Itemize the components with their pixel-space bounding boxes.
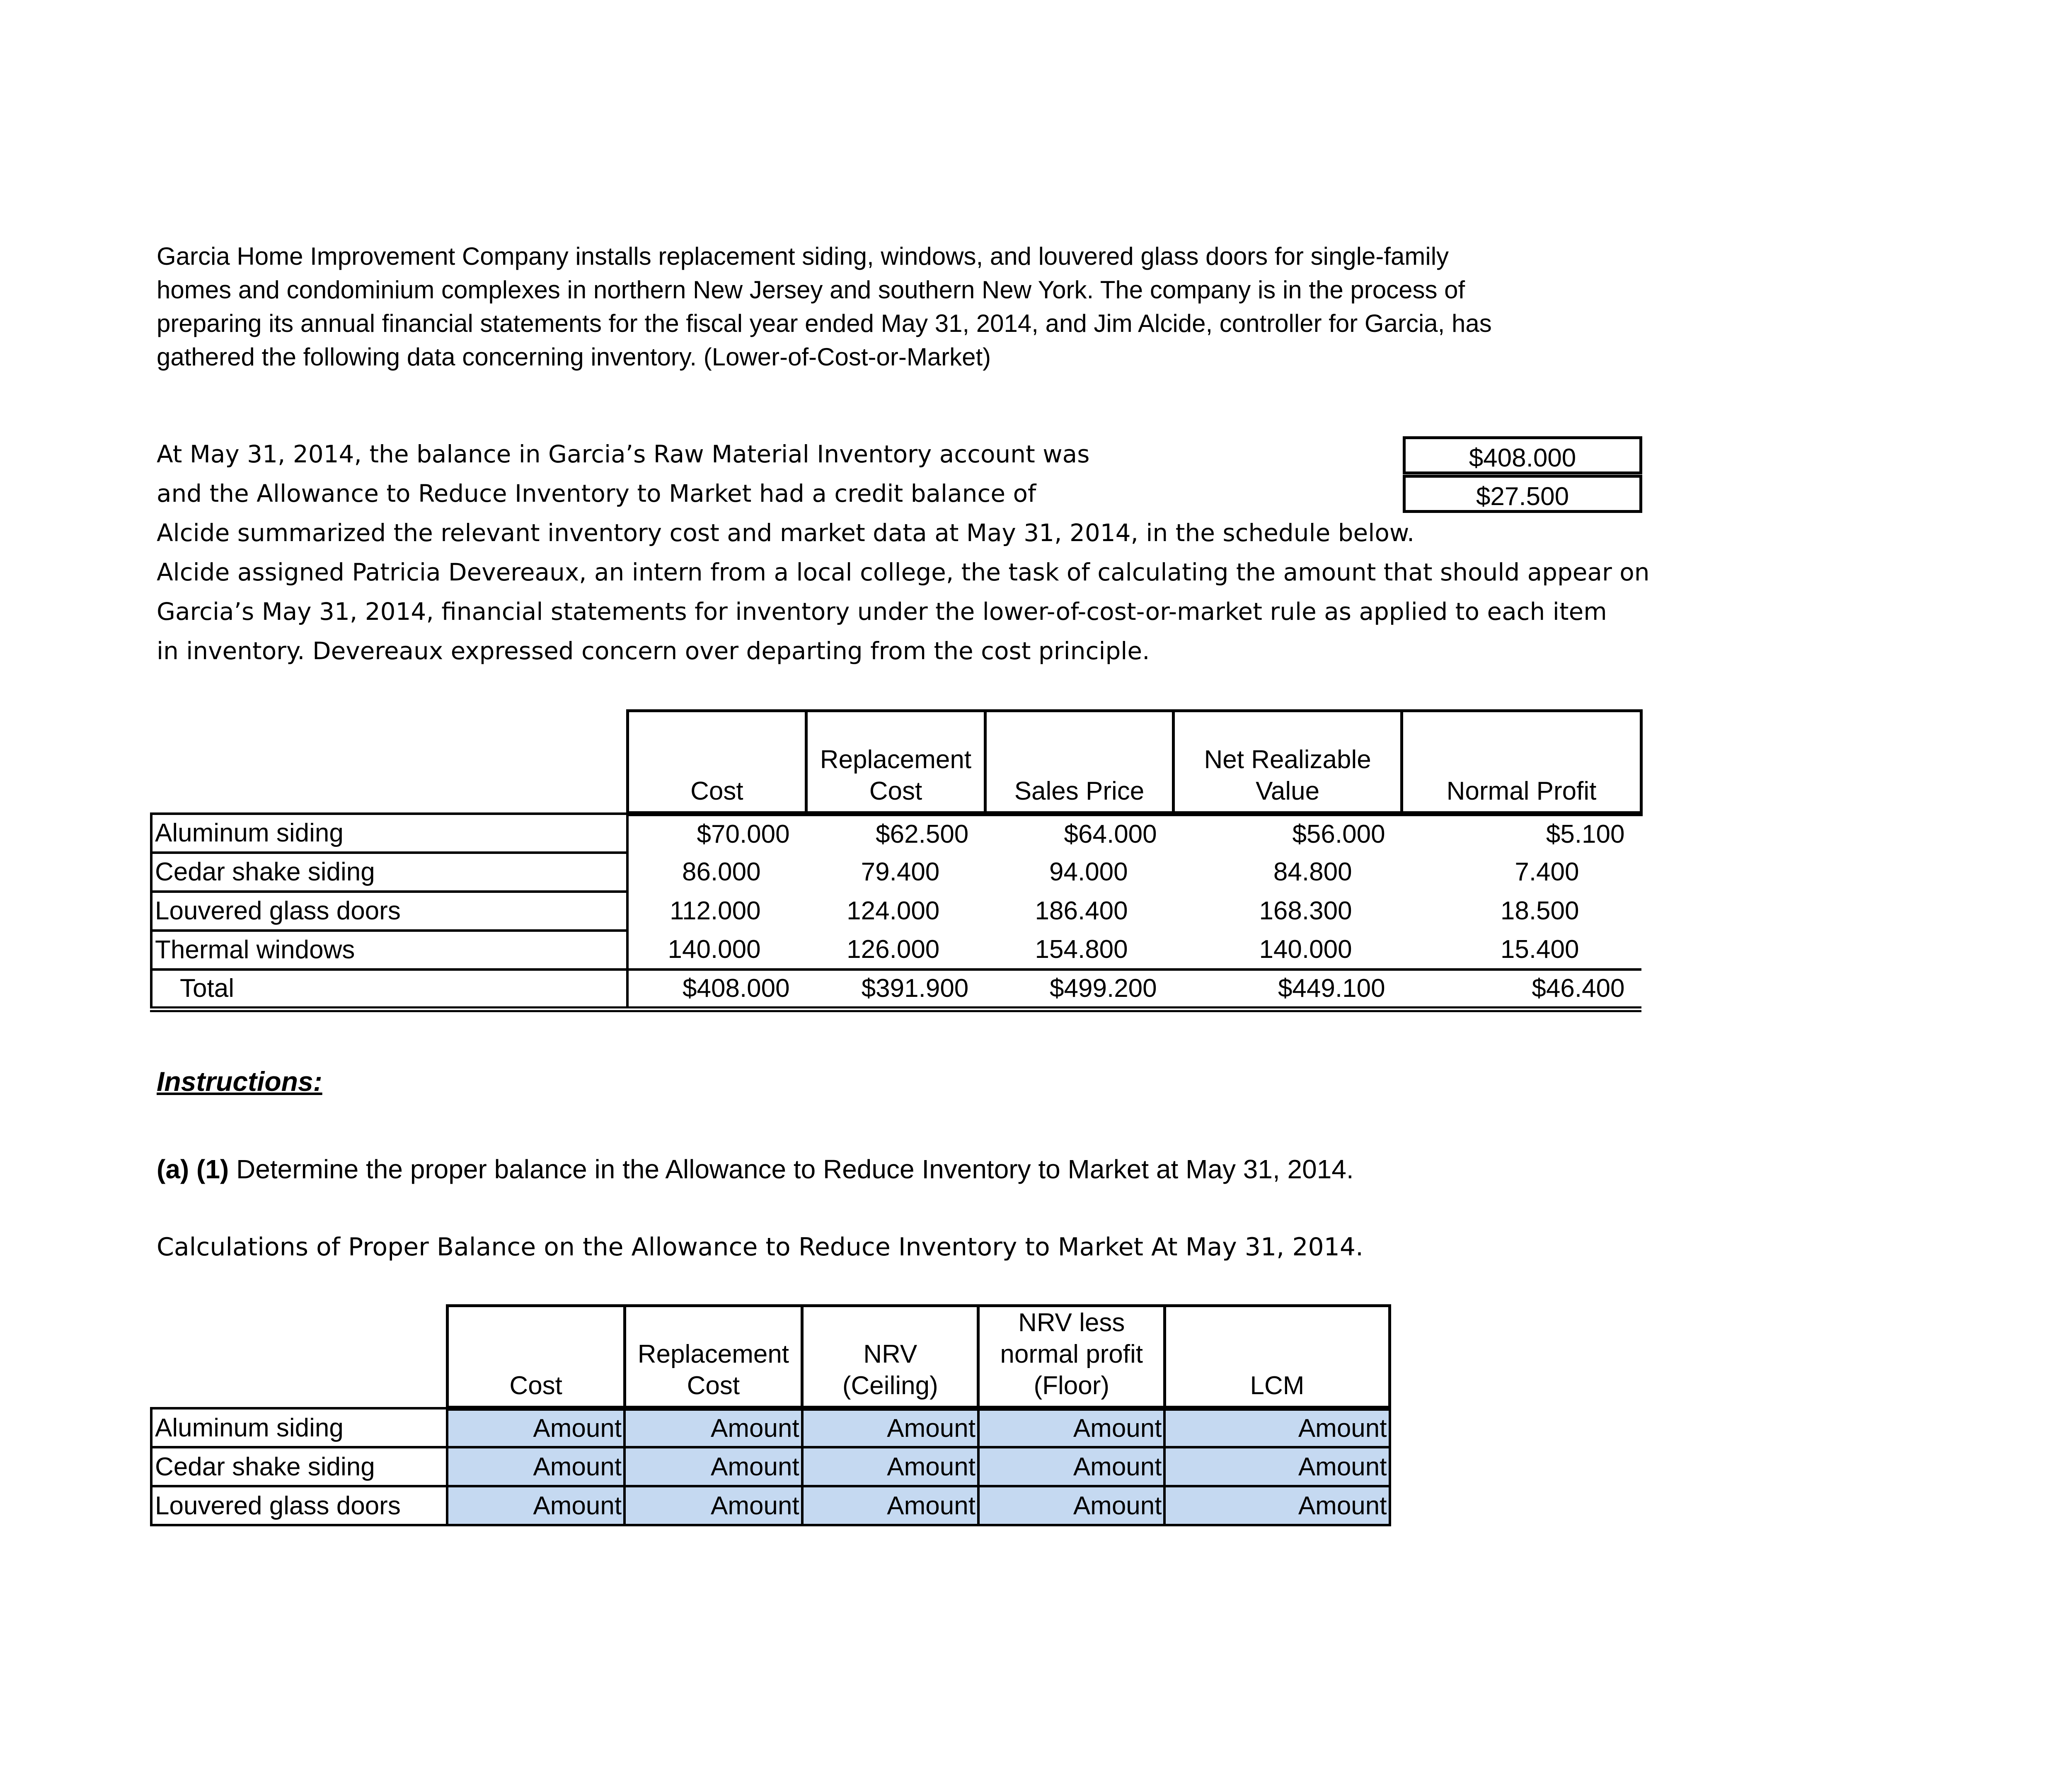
calc-title: Calculations of Proper Balance on the Allowance to Reduce Inventory to Market At May 31, 2014. xyxy=(157,1233,1364,1262)
amount-input[interactable]: Amount xyxy=(447,1447,625,1486)
schedule-header-cost: Cost xyxy=(627,711,806,814)
calc-header-cost xyxy=(447,1306,625,1409)
cell-value: 15.400 xyxy=(1500,935,1579,964)
cell-value: 94.000 xyxy=(1049,858,1128,886)
raw-material-balance-box: $408.000 xyxy=(1403,436,1642,474)
header-line: LCM xyxy=(1250,1371,1305,1400)
amount-input[interactable]: Amount xyxy=(1164,1486,1389,1525)
row-label: Cedar shake siding xyxy=(151,1447,447,1486)
schedule-header-replacement-cost: Replacement Cost xyxy=(806,711,985,814)
cell-value: $62.500 xyxy=(876,820,969,849)
intern-line-3: in inventory. Devereaux expressed concern over departing from the cost principle. xyxy=(157,637,1150,665)
allowance-line: and the Allowance to Reduce Inventory to Market had a credit balance of xyxy=(157,479,1036,508)
row-label: Louvered glass doors xyxy=(151,892,627,931)
cell-value: $64.000 xyxy=(1064,820,1157,849)
table-row xyxy=(151,931,1641,969)
schedule-header-nrv: Net Realizable Value xyxy=(1174,711,1402,814)
calc-header-nrv-floor xyxy=(978,1306,1165,1409)
header-line: NRV less xyxy=(1018,1308,1125,1337)
intro-line: Garcia Home Improvement Company installs replacement siding, windows, and louvered glass doors for single-family xyxy=(157,242,1449,270)
table-row xyxy=(151,1408,1390,1447)
amount-input[interactable]: Amount xyxy=(447,1486,625,1525)
table-row xyxy=(151,853,1641,892)
intro-paragraph xyxy=(157,239,1665,374)
amount-input[interactable]: Amount xyxy=(447,1408,625,1447)
row-label: Cedar shake siding xyxy=(151,853,627,892)
table-row xyxy=(151,1486,1390,1525)
cell-value: 18.500 xyxy=(1500,897,1579,925)
intern-line: Alcide assigned Patricia Devereaux, an intern from a local college, the task of calculating the amount that should appear on xyxy=(157,558,1650,586)
schedule-header-sales-price: Sales Price xyxy=(985,711,1173,814)
total-value: $391.900 xyxy=(861,974,969,1003)
allowance-balance-box: $27.500 xyxy=(1403,475,1642,513)
total-value: $499.200 xyxy=(1050,974,1157,1003)
header-line: Replacement xyxy=(637,1340,789,1368)
table-row xyxy=(151,814,1641,853)
amount-input[interactable]: Amount xyxy=(625,1447,802,1486)
amount-input[interactable]: Amount xyxy=(1164,1447,1389,1486)
calc-header-lcm xyxy=(1164,1306,1389,1409)
cell-value: 124.000 xyxy=(847,897,940,925)
row-label: Louvered glass doors xyxy=(151,1486,447,1525)
calc-header-nrv-ceiling xyxy=(802,1306,978,1409)
total-row xyxy=(151,969,1641,1009)
cell-value: 112.000 xyxy=(670,897,761,925)
cell-value: 79.400 xyxy=(861,858,940,886)
schedule-header-normal-profit: Normal Profit xyxy=(1402,711,1641,814)
amount-input[interactable]: Amount xyxy=(978,1447,1165,1486)
cell-value: 86.000 xyxy=(682,858,761,886)
table-row xyxy=(151,1447,1390,1486)
amount-input[interactable]: Amount xyxy=(978,1486,1165,1525)
cell-value: 7.400 xyxy=(1515,858,1579,886)
amount-input[interactable]: Amount xyxy=(802,1486,978,1525)
amount-input[interactable]: Amount xyxy=(1164,1408,1389,1447)
header-line: normal profit xyxy=(1000,1340,1143,1368)
row-label: Aluminum siding xyxy=(151,814,627,853)
intern-line-2: Garcia’s May 31, 2014, financial statements for inventory under the lower-of-cost-or-market rule as applied to each item xyxy=(157,597,1607,626)
cell-value: $70.000 xyxy=(697,820,790,849)
question-a1 xyxy=(157,1154,1354,1185)
header-line: (Ceiling) xyxy=(842,1371,938,1400)
schedule-corner xyxy=(151,711,627,814)
intro-line: preparing its annual financial statements for the fiscal year ended May 31, 2014, and Jim Alcide, controller for Garcia, has xyxy=(157,309,1492,337)
summary-line: Alcide summarized the relevant inventory cost and market data at May 31, 2014, in the schedule below. xyxy=(157,519,1415,547)
cell-value: 140.000 xyxy=(1259,935,1352,964)
table-row xyxy=(151,892,1641,931)
row-label: Thermal windows xyxy=(151,931,627,969)
intro-line: homes and condominium complexes in northern New Jersey and southern New York. The company is in the process of xyxy=(157,276,1465,304)
calc-header-replacement-cost xyxy=(625,1306,802,1409)
question-label: (a) (1) xyxy=(157,1154,229,1184)
question-text: Determine the proper balance in the Allowance to Reduce Inventory to Market at May 31, 2014. xyxy=(236,1154,1354,1184)
amount-input[interactable]: Amount xyxy=(802,1408,978,1447)
amount-input[interactable]: Amount xyxy=(625,1486,802,1525)
inventory-schedule-table xyxy=(150,709,1643,1012)
intro-line: gathered the following data concerning inventory. (Lower-of-Cost-or-Market) xyxy=(157,343,991,371)
instructions-heading: Instructions: xyxy=(157,1066,322,1097)
total-value: $408.000 xyxy=(683,974,790,1003)
row-label: Aluminum siding xyxy=(151,1408,447,1447)
calc-corner xyxy=(151,1306,447,1409)
lcm-calculation-table xyxy=(150,1304,1391,1526)
amount-input[interactable]: Amount xyxy=(625,1408,802,1447)
cell-value: 186.400 xyxy=(1035,897,1128,925)
header-line: Cost xyxy=(687,1371,740,1400)
balance-line: At May 31, 2014, the balance in Garcia’s Raw Material Inventory account was xyxy=(157,440,1090,468)
total-value: $46.400 xyxy=(1532,974,1625,1003)
cell-value: $56.000 xyxy=(1292,820,1385,849)
cell-value: 126.000 xyxy=(847,935,940,964)
total-label: Total xyxy=(151,969,627,1009)
total-value: $449.100 xyxy=(1278,974,1385,1003)
cell-value: 168.300 xyxy=(1259,897,1352,925)
amount-input[interactable]: Amount xyxy=(978,1408,1165,1447)
header-line: Cost xyxy=(509,1371,562,1400)
cell-value: 84.800 xyxy=(1273,858,1352,886)
header-line: (Floor) xyxy=(1034,1371,1109,1400)
cell-value: $5.100 xyxy=(1546,820,1625,849)
cell-value: 154.800 xyxy=(1035,935,1128,964)
cell-value: 140.000 xyxy=(668,935,761,964)
amount-input[interactable]: Amount xyxy=(802,1447,978,1486)
header-line: NRV xyxy=(863,1340,917,1368)
